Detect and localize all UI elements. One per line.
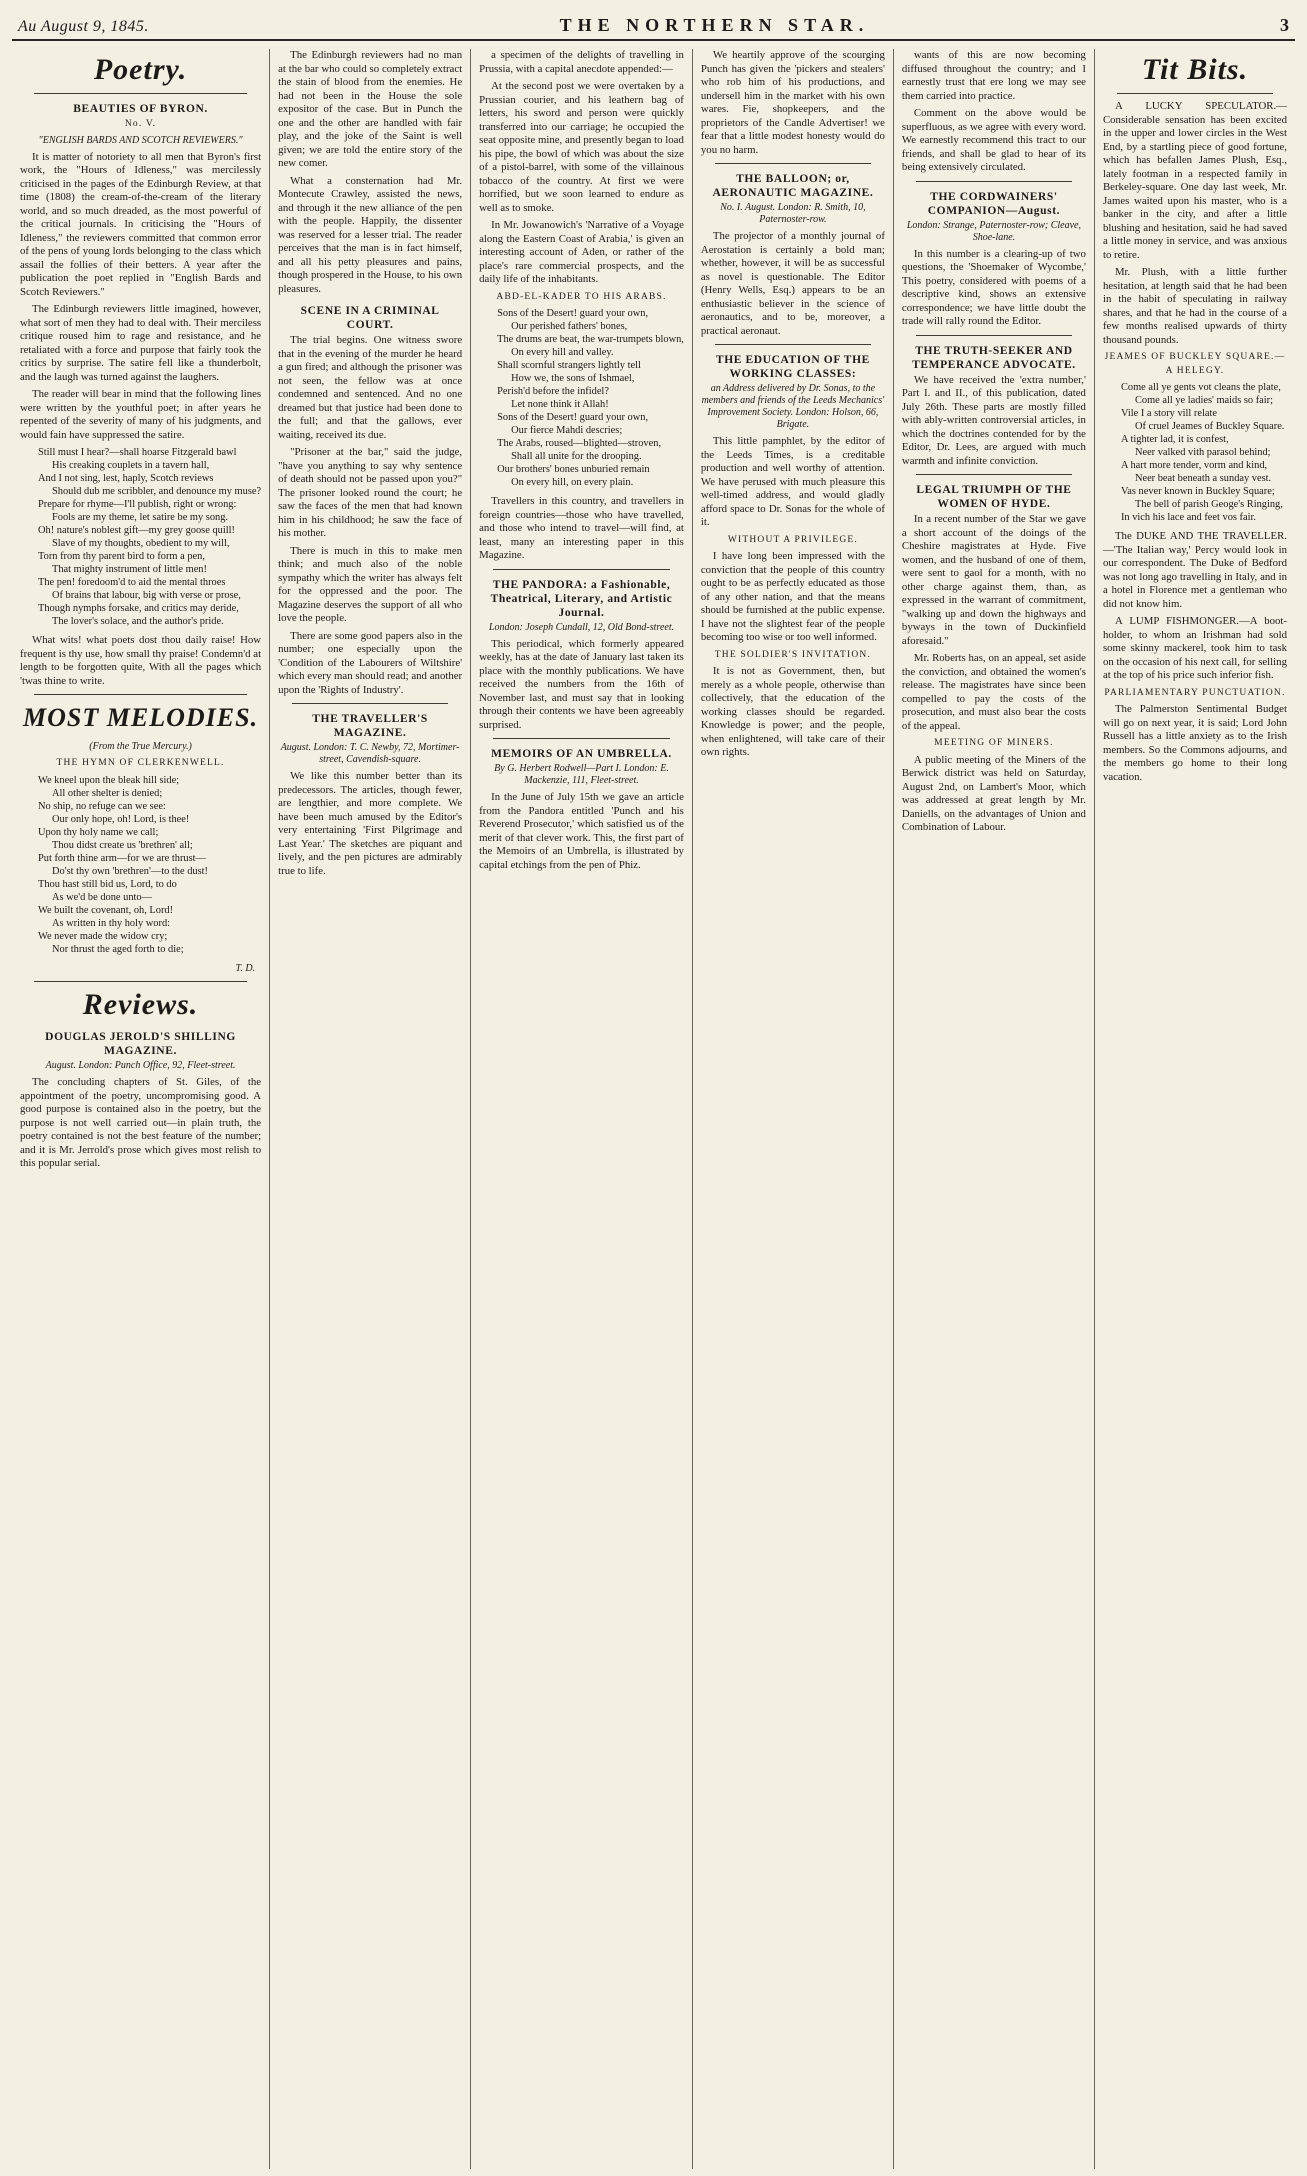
column-6	[1095, 49, 1295, 2169]
poem-line: Vas never known in Buckley Square;	[1120, 486, 1275, 497]
poem-line: On every hill, on every plain.	[511, 477, 634, 488]
melodies-title: MOST MELODIES.	[23, 703, 259, 732]
divider	[34, 981, 247, 982]
poem-line: How we, the sons of Ishmael,	[511, 373, 635, 384]
poem-title: JEAMES OF BUCKLEY SQUARE.—A HELEGY.	[1104, 352, 1286, 376]
paragraph: There are some good papers also in the number; one especially upon the 'Condition of the Labourers of Wiltshire' which every man should read; and another upon the 'Rights of Industry'.	[278, 629, 463, 696]
poem-line: Fools are my theme, let satire be my song.	[52, 512, 229, 523]
paragraph: wants of this are now becoming diffused throughout the country; and I earnestly trust that ere long we may see them carried into practice.	[901, 49, 1086, 102]
column-5	[894, 49, 1095, 2169]
poem-line: His creaking couplets in a tavern hall,	[52, 460, 210, 471]
paragraph: "Prisoner at the bar," said the judge, "have you anything to say why sentence of death should not be passed upon you?" The prisoner looked round the court; he saw the faces of the men that had known him in his childhood; he saw the face of his mother.	[278, 446, 463, 539]
poem-line: Oh! nature's noblest gift—my grey goose quill!	[38, 525, 235, 536]
column-3	[471, 49, 693, 2169]
poem-block	[38, 774, 261, 956]
poem-line: Of cruel Jeames of Buckley Square.	[1134, 421, 1285, 432]
paragraph: The trial begins. One witness swore that in the evening of the murder he heard a gun fired; and although the prisoner was not seen, the fellow was at once condemned and sentenced. And no one dreamed but that justice had been done to the full; and that the gallows, ever waiting, received its due.	[278, 334, 463, 441]
poem-line: Of brains that labour, big with verse or prose,	[52, 590, 241, 601]
reviews-section-title: Reviews.	[82, 988, 199, 1021]
paragraph: It is not as Government, then, but merely as a whole people, otherwise than collectively, that the education of the working classes should be regarded. Knowledge is power; and the people, when enlightened, will take care of their own rights.	[700, 665, 885, 758]
poem-line: Shall scornful strangers lightly tell	[497, 360, 641, 371]
poem-line: A tighter lad, it is confest,	[1120, 434, 1229, 445]
paragraph: The concluding chapters of St. Giles, of the appointment of the poetry, uncompromising good. A good purpose is contained also in the poetry, but the purpose is not well carried out—in plain truth, the poetry contained is not the best feature of the number; and it is Mr. Jerrold's prose which gives most relish to this popular serial.	[20, 1076, 262, 1169]
paragraph: We heartily approve of the scourging Punch has given the 'pickers and stealers' who rob him of his productions, and undersell him in the market with his own wares. Fie, shopkeepers, and the proprietors of the Candle Advertiser! we fear that a little modest honesty would do you no harm.	[700, 49, 885, 156]
poem-line: Neer valked vith parasol behind;	[1134, 447, 1271, 458]
signature: T. D.	[235, 962, 256, 974]
poem-line: The pen! foredoom'd to aid the mental throes	[38, 577, 226, 588]
poem-line: In vich his lace and feet vos fair.	[1120, 512, 1256, 523]
poem-line: Shall all unite for the drooping.	[511, 451, 642, 462]
poem-line: We kneel upon the bleak hill side;	[38, 774, 180, 786]
article-heading: THE TRUTH-SEEKER AND TEMPERANCE ADVOCATE.	[912, 344, 1076, 371]
divider	[1117, 93, 1273, 94]
paragraph: The Edinburgh reviewers had no man at the bar who could so completely extract the stain of blood from the enemies. He had not been in the House the sole expositor of the case. But in Punch the one and the other are handled with fair play, and the joke of the Saint is well given; we are told the entire story of the new comer.	[278, 49, 463, 169]
paragraph: a specimen of the delights of travelling in Prussia, with a capital anecdote appended:—	[479, 49, 684, 75]
poem-line: Neer beat beneath a sunday vest.	[1134, 473, 1272, 484]
poem-line: Prepare for rhyme—I'll publish, right or wrong:	[38, 499, 237, 510]
poem-block	[38, 446, 261, 628]
article-heading: SCENE IN A CRIMINAL COURT.	[300, 305, 440, 331]
paragraph: A LUCKY SPECULATOR.—Considerable sensation has been excited in the upper and lower circles in the West End, by a startling piece of good fortune, which has befallen James Plush, Esq., lately footman in a respected family in Berkeley-square. One day last week, Mr. James waited upon his master, who is a banker in the city, and after a little blushing and hesitation, said he had saved a little money in service, and was anxious to retire.	[1102, 100, 1287, 261]
article-subheading: an Address delivered by Dr. Sonas, to the members and friends of the Leeds Mechanics' Improvement Society. London: Holson, 66, Brigate.	[701, 383, 885, 430]
paragraph: The projector of a monthly journal of Aerostation is certainly a bold man; whether, however, it will be as successful as novel is questionable. The Editor (Henry Wells, Esq.) appears to be an enthusiastic believer in the science of aeronautics, and to be, moreover, a practical aeronaut.	[700, 230, 885, 337]
tit-bits-section-title: Tit Bits.	[1141, 53, 1249, 86]
paragraph: A LUMP FISHMONGER.—A boot-holder, to whom an Irishman had sold some skinny mackerel, took him to task on the occasion of his next call, for selling at the top of his price such inferior fish.	[1102, 615, 1287, 681]
article-subheading: "ENGLISH BARDS AND SCOTCH REVIEWERS."	[38, 134, 243, 146]
paragraph: The Palmerston Sentimental Budget will go on next year, it is said; Lord John Russell has a little anxiety as to the Irish members. So the Commons adjourns, and the members go home to their long vacation.	[1102, 703, 1287, 783]
section-label: PARLIAMENTARY PUNCTUATION.	[1104, 687, 1286, 698]
paragraph: This periodical, which formerly appeared weekly, has at the date of January last taken its place with the monthly publications. We have received the numbers from the 16th of November last, and must say that in looking through their contents we have been agreeably surprised.	[479, 637, 684, 731]
poem-block	[497, 307, 684, 489]
divider	[493, 738, 670, 739]
newspaper-title: THE NORTHERN STAR.	[559, 15, 870, 35]
article-subheading: No. I. August. London: R. Smith, 10, Paternoster-row.	[720, 202, 866, 225]
poem-line: The lover's solace, and the author's pride.	[52, 616, 224, 627]
paragraph: We like this number better than its predecessors. The articles, though fewer, are lengthier, and more complete. We have been much amused by the Editor's very entertaining 'First Pilgrimage and Last Year.' The sketches are piquant and lively, and the pen pictures are admirably true to life.	[278, 770, 463, 877]
paragraph: Mr. Plush, with a little further hesitation, at length said that he had been in the habit of speculating in railway shares, and that he had in the course of a few months realised upwards of thirty thousand pounds.	[1102, 266, 1287, 346]
article-heading: THE TRAVELLER'S MAGAZINE.	[312, 713, 428, 739]
paragraph: The reader will bear in mind that the following lines were written by the youthful poet; in after years he repented of the severity of many of his judgments, and would fain have suppressed the satire.	[20, 388, 262, 441]
divider	[292, 703, 448, 704]
poem-line: Sons of the Desert! guard your own,	[497, 412, 649, 423]
poem-line: The Arabs, roused—blighted—stroven,	[497, 438, 662, 449]
paragraph: A public meeting of the Miners of the Berwick district was held on Saturday, August 2nd, on Lambert's Moor, which was addressed at great length by Mr. Daniells, on the advantages of Union and Combination of Labour.	[901, 753, 1086, 833]
poem-title: ABD-EL-KADER TO HIS ARABS.	[496, 291, 667, 302]
columns	[12, 49, 1295, 2169]
paragraph: This little pamphlet, by the editor of the Leeds Times, is a creditable production and well worthy of attention. We have perused with much pleasure this well-timed address, and would gladly afford space to Dr. Sonas for the whole of it.	[700, 435, 885, 528]
article-subheading: August. London: T. C. Newby, 72, Mortimer-street, Cavendish-square.	[280, 742, 460, 765]
poem-line: Thou didst create us 'brethren' all;	[52, 839, 193, 851]
poem-line: The drums are beat, the war-trumpets blown,	[497, 334, 684, 345]
paragraph: The DUKE AND THE TRAVELLER.—'The Italian way,' Percy would look in our correspondent. The Duke of Bedford was not long ago travelling in Italy, and in a hotel in Florence met a gentleman who did not know him.	[1102, 530, 1287, 610]
poem-line: Come all ye gents vot cleans the plate,	[1120, 382, 1281, 393]
divider	[34, 694, 247, 695]
article-heading: LEGAL TRIUMPH OF THE WOMEN OF HYDE.	[916, 484, 1072, 510]
divider	[916, 335, 1072, 336]
poem-line: Torn from thy parent bird to form a pen,	[38, 551, 205, 562]
paragraph: The Edinburgh reviewers little imagined, however, what sort of men they had to deal with. Their merciless critique roused him to rage and resistance, and he retaliated with a force and purpose that fairly took the critics by surprise. The satire fell like a thunderbolt, and the laugh was turned against the laughers.	[20, 303, 262, 383]
masthead	[12, 6, 1295, 41]
poem-line: Our perished fathers' bones,	[511, 321, 628, 332]
poem-line: We built the covenant, oh, Lord!	[38, 904, 174, 916]
page-number: 3	[1279, 15, 1289, 35]
section-label: THE SOLDIER'S INVITATION.	[714, 649, 872, 660]
article-subheading: (From the True Mercury.)	[89, 741, 192, 752]
poem-line: Put forth thine arm—for we are thrust—	[38, 852, 206, 864]
article-subheading: August. London: Punch Office, 92, Fleet-street.	[45, 1060, 236, 1071]
paragraph: What wits! what poets dost thou daily raise! How frequent is thy use, how small thy praise! Condemn'd at length to be forgotten quite, With all the pages which 'twas thine to write.	[20, 634, 262, 687]
poem-title: THE HYMN OF CLERKENWELL.	[56, 758, 225, 768]
article-heading: THE PANDORA: a Fashionable, Theatrical, Literary, and Artistic Journal.	[490, 578, 673, 619]
divider	[916, 474, 1072, 475]
poem-line: The bell of parish Geoge's Ringing,	[1134, 499, 1283, 510]
paragraph: Comment on the above would be superfluous, as we agree with every word. We earnestly recommend this tract to our friends, and shall be glad to hear of its being extensively circulated.	[901, 107, 1086, 173]
column-4	[693, 49, 894, 2169]
article-heading: BEAUTIES OF BYRON.	[73, 103, 208, 115]
column-1	[12, 49, 270, 2169]
poem-line: Upon thy holy name we call;	[38, 826, 159, 838]
poem-line: And I not sing, lest, haply, Scotch reviews	[38, 473, 214, 484]
poem-line: As we'd be done unto—	[52, 891, 152, 903]
column-2	[270, 49, 471, 2169]
poem-line: Vile I a story vill relate	[1120, 408, 1217, 419]
article-heading: THE CORDWAINERS' COMPANION—August.	[927, 190, 1061, 217]
divider	[715, 344, 871, 345]
paragraph: Travellers in this country, and travellers in foreign countries—those who have travelled, and those who intend to travel—will find, at least, many an interesting paper in this Magazine.	[479, 495, 684, 561]
poem-line: Slave of my thoughts, obedient to my will,	[52, 538, 230, 549]
issue-date: Au August 9, 1845.	[18, 18, 149, 35]
section-label: WITHOUT A PRIVILEGE.	[727, 534, 858, 545]
paragraph: What a consternation had Mr. Montecute Crawley, assisted the news, and through it the new alliance of the pen with the people. Happily, the dissenter was reserved for a lesser trial. The reader perceives that the man is in fact himself, and all his petty pleasures and pains, though prospered in the House, to his own pleasures.	[278, 174, 463, 295]
poem-block	[1121, 381, 1287, 524]
divider	[715, 163, 871, 164]
article-heading: THE BALLOON; or, AERONAUTIC MAGAZINE.	[712, 173, 874, 199]
poem-line: All other shelter is denied;	[52, 787, 163, 799]
divider	[916, 181, 1072, 182]
poem-line: That mighty instrument of little men!	[52, 564, 207, 575]
article-heading: MEMOIRS OF AN UMBRELLA.	[491, 748, 672, 760]
poem-line: On every hill and valley.	[511, 347, 614, 358]
poem-line: As written in thy holy word:	[52, 917, 171, 929]
paragraph: In the June of July 15th we gave an article from the Pandora entitled 'Punch and his Reverend Prosecutor,' which satisfied us of the merit of that clever work. This, the first part of the Memoirs of an Umbrella, is illustrated by capital etchings from the pen of Phiz.	[479, 791, 684, 871]
article-subheading: By G. Herbert Rodwell—Part I. London: E. Mackenzie, 111, Fleet-street.	[494, 763, 669, 786]
poem-line: Thou hast still bid us, Lord, to do	[38, 878, 177, 890]
article-heading: DOUGLAS JEROLD'S SHILLING MAGAZINE.	[45, 1031, 236, 1057]
poem-line: Our only hope, oh! Lord, is thee!	[52, 813, 190, 825]
article-subheading: London: Strange, Paternoster-row; Cleave, Shoe-lane.	[906, 219, 1081, 243]
paragraph: We have received the 'extra number,' Part I. and II., of this publication, dated July 26th. These parts are mostly filled with ably-written controversial articles, in which the doctrines contended for by the Editor, Dr. Lees, are argued with much warmth and infinite conviction.	[901, 373, 1086, 467]
paragraph: In Mr. Jowanowich's 'Narrative of a Voyage along the Eastern Coast of Arabia,' is given an interesting account of Aden, or rather of the place's rare commercial prospects, and the daily life of the inhabitants.	[479, 219, 684, 285]
poem-line: Nor thrust the aged forth to die;	[52, 943, 184, 955]
poem-line: Though nymphs forsake, and critics may deride,	[38, 603, 239, 614]
poem-line: Come all ye ladies' maids so fair;	[1134, 395, 1274, 406]
paragraph: In a recent number of the Star we gave a short account of the doings of the Cheshire magistrates at Hyde. Five women, and the husband of one of them, were sent to gaol for a month, with no other charge against them, than, as expressed in the warrant of commitment, "walking up and down the highways and byways in the town of Duckinfield aforesaid."	[901, 513, 1086, 647]
divider	[493, 569, 670, 570]
paragraph: Mr. Roberts has, on an appeal, set aside the conviction, and obtained the women's release. The magistrates have since been compelled to pay the costs of the prosecution, and must also bear the costs of the appeal.	[901, 652, 1086, 732]
poem-line: Our fierce Mahdi descries;	[511, 425, 623, 436]
paragraph: In this number is a clearing-up of two questions, the 'Shoemaker of Wycombe,' This poetry, considered with poems of a descriptive kind, shows an extensive correspondence; we have little doubt the trade will rally round the Editor.	[901, 247, 1086, 327]
poem-line: Do'st thy own 'brethren'—to the dust!	[52, 865, 208, 877]
section-label: MEETING OF MINERS.	[934, 738, 1054, 748]
poem-line: We never made the widow cry;	[38, 930, 168, 942]
article-number: No. V.	[124, 119, 157, 129]
article-subheading: London: Joseph Cundall, 12, Old Bond-street.	[488, 621, 675, 633]
poem-line: Sons of the Desert! guard your own,	[497, 308, 649, 319]
paragraph: There is much in this to make men think; and much also of the noble sympathy which the writer has always felt for the oppressed and the poor. The Magazine deserves the support of all who love the people.	[278, 544, 463, 624]
poem-line: Perish'd before the infidel?	[497, 386, 609, 397]
paragraph: I have long been impressed with the conviction that the people of this country ought to be as perfectly educated as those of any other nation, and that the means should be furnished at the public expense. I have not the slightest fear of the people becoming too wise or too well informed.	[700, 550, 885, 643]
poem-line: Still must I hear?—shall hoarse Fitzgerald bawl	[38, 447, 237, 458]
poem-line: A hart more tender, vorm and kind,	[1120, 460, 1268, 471]
poem-line: Let none think it Allah!	[511, 399, 609, 410]
poem-line: No ship, no refuge can we see:	[38, 800, 166, 812]
poem-line: Our brothers' bones unburied remain	[497, 464, 650, 475]
article-heading: THE EDUCATION OF THE WORKING CLASSES:	[715, 354, 870, 380]
poetry-section-title: Poetry.	[93, 53, 188, 86]
paragraph: At the second post we were overtaken by a Prussian courier, and his leathern bag of letters, his sword and person were quickly transferred into our carriage; he occupied the seat opposite mine, and presently began to load his pipe, the bowl of which was about the size of a pistol-barrel, with some of the villainous tobacco of the country. At first we were horrified, but we soon learned to endure as well as to smoke.	[479, 80, 684, 214]
paragraph: It is matter of notoriety to all men that Byron's first work, the "Hours of Idleness," was mercilessly criticised in the pages of the Edinburgh Review, at that time (1808) the cream-of-the-cream of the literary world, and so much dreaded, as the most powerful of the critical journals. In criticising the "Hours of Idleness," the reviewers committed that common error of the pens of young lords belonging to the class which assail the follies of their betters. A year after the publication the poet replied in "English Bards and Scotch Reviewers."	[20, 150, 262, 298]
poem-line: Should dub me scribbler, and denounce my muse?	[52, 486, 262, 497]
divider	[34, 93, 247, 94]
